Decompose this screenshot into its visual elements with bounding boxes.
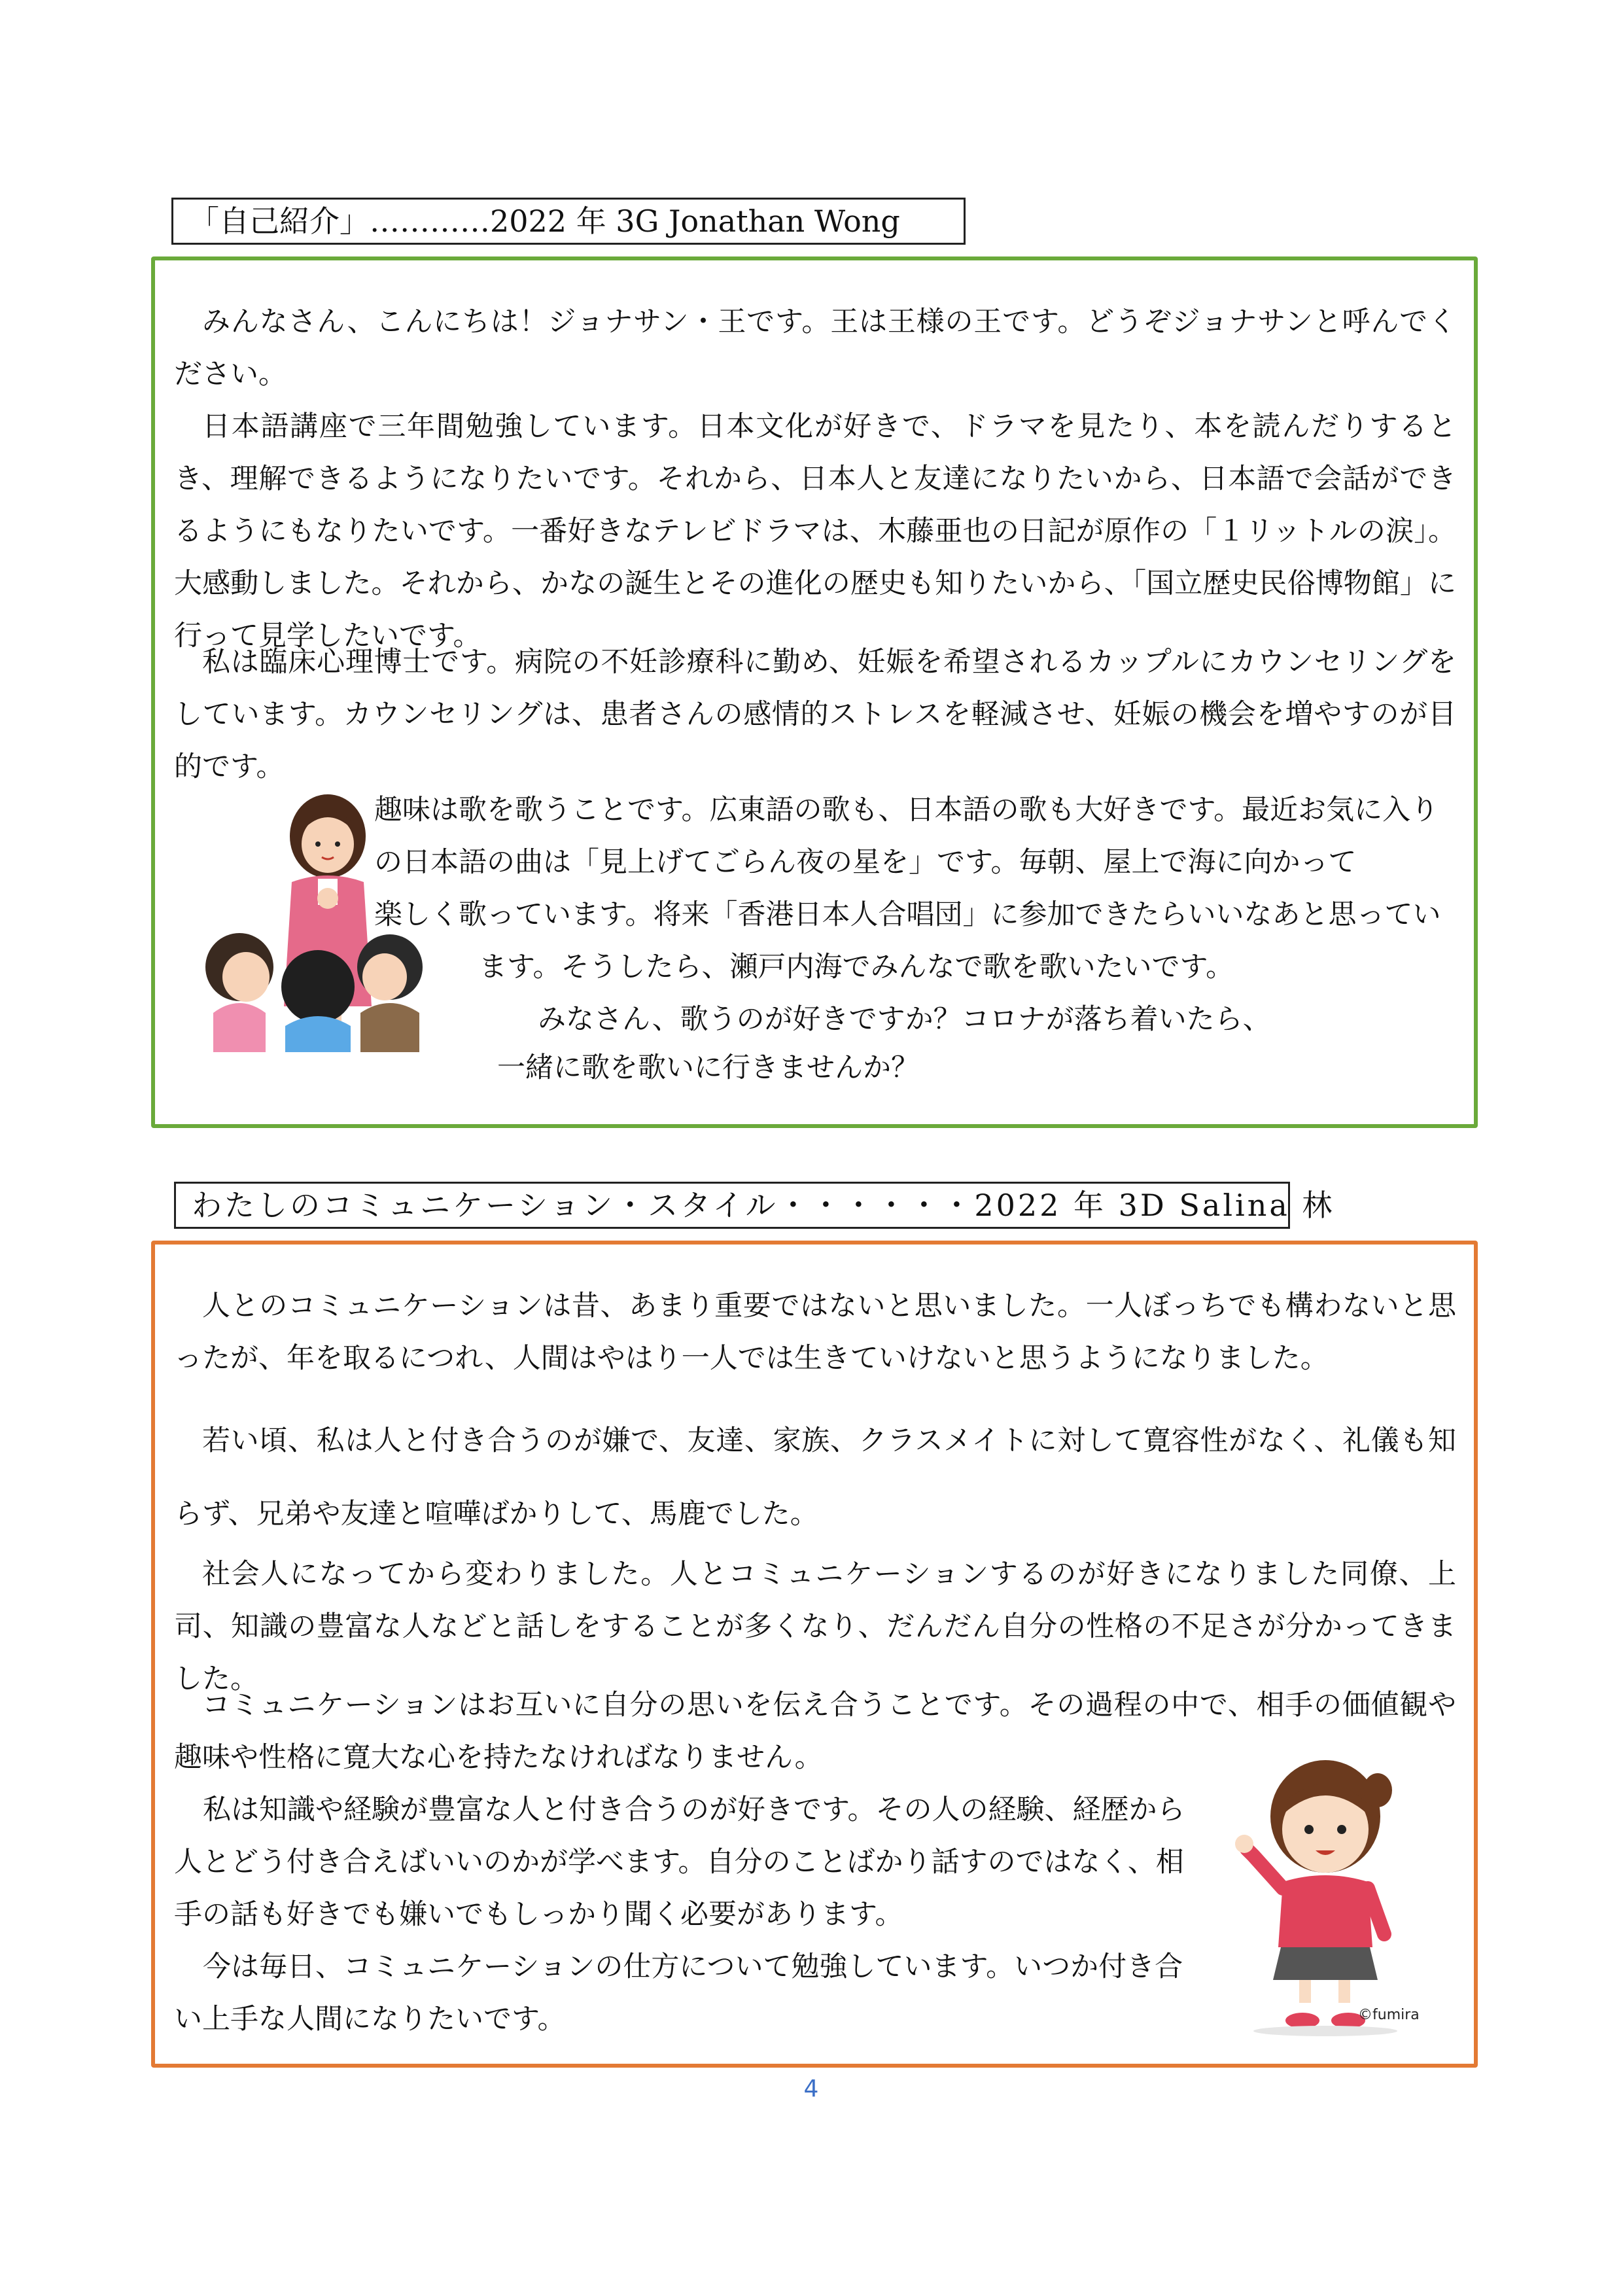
s1-hobby-line-4: ます。そうしたら、瀬戸内海でみんなで歌を歌いたいです。 [479, 951, 1234, 983]
section2-title: わたしのコミュニケーション・スタイル・・・・・・2022 年 3D Salina 林 [174, 1182, 1290, 1229]
s2-girl-line-2: 人とどう付き合えばいいのかが学べます。自分のことばかり話すのではなく、相 [174, 1846, 1184, 1879]
s1-hobby-line-5: みなさん、歌うのが好きですか？コロナが落ち着いたら、 [538, 1003, 1271, 1036]
s2-girl-line-1: 私は知識や経験が豊富な人と付き合うのが好きです。その人の経験、経歴から [203, 1793, 1185, 1826]
s1-paragraph-2: 日本語講座で三年間勉強しています。日本文化が好きで、ドラマを見たり、本を読んだりするとき、理解できるようになりたいです。それから、日本人と友達になりたいから、日本語で会話ができるようにもなりたいです。一番好きなテレビドラマは、木藤亜也の日記が原作の「１リットルの涙」。大感動しました。それから、かなの誕生とその進化の歴史も知りたいから、「国立歴史民俗博物館」に行って見学したいです。 [174, 410, 1456, 652]
s1-paragraph-1: みんなさん、こんにちは！ジョナサン・王です。王は王様の王です。どうぞジョナサンと呼んでください。 [174, 306, 1456, 391]
page-number: 4 [803, 2075, 819, 2102]
s1-hobby-line-6: 一緒に歌を歌いに行きませんか？ [497, 1051, 919, 1084]
illustration-credit: ©fumira [1358, 2007, 1420, 2023]
s2-paragraph-4: コミュニケーションはお互いに自分の思いを伝え合うことです。その過程の中で、相手の価値観や趣味や性格に寛大な心を持たなければなりません。 [174, 1689, 1456, 1774]
s1-hobby-line-1: 趣味は歌を歌うことです。広東語の歌も、日本語の歌も大好きです。最近お気に入り [374, 794, 1439, 826]
girl-pointing-illustration [1221, 1751, 1430, 2039]
s1-hobby-line-2: の日本語の曲は「見上げてごらん夜の星を」です。毎朝、屋上で海に向かって [374, 846, 1357, 879]
s2-paragraph-2: 若い頃、私は人と付き合うのが嫌で、友達、家族、クラスメイトに対して寛容性がなく、礼儀も知らず、兄弟や友達と喧嘩ばかりして、馬鹿でした。 [174, 1424, 1456, 1530]
section1-title: 「自己紹介」…………2022 年 3G Jonathan Wong [171, 198, 966, 245]
s2-girl-line-5: い上手な人間になりたいです。 [174, 2003, 566, 2036]
s2-paragraph-1: 人とのコミュニケーションは昔、あまり重要ではないと思いました。一人ぼっちでも構わないと思ったが、年を取るにつれ、人間はやはり一人では生きていけないと思うようになりました。 [174, 1290, 1456, 1375]
s2-paragraph-3: 社会人になってから変わりました。人とコミュニケーションするのが好きになりました同僚、上司、知識の豊富な人などと話しをすることが多くなり、だんだん自分の性格の不足さが分かってきました。 [174, 1558, 1456, 1695]
teacher-children-illustration [194, 790, 449, 1052]
s1-paragraph-3: 私は臨床心理博士です。病院の不妊診療科に勤め、妊娠を希望されるカップルにカウンセリングをしています。カウンセリングは、患者さんの感情的ストレスを軽減させ、妊娠の機会を増やすのが目的です。 [174, 646, 1456, 783]
s2-girl-line-3: 手の話も好きでも嫌いでもしっかり聞く必要があります。 [174, 1898, 903, 1931]
s2-girl-line-4: 今は毎日、コミュニケーションの仕方について勉強しています。いつか付き合 [203, 1951, 1183, 1983]
s1-hobby-line-3: 楽しく歌っています。将来「香港日本人合唱団」に参加できたらいいなあと思ってい [374, 898, 1441, 931]
